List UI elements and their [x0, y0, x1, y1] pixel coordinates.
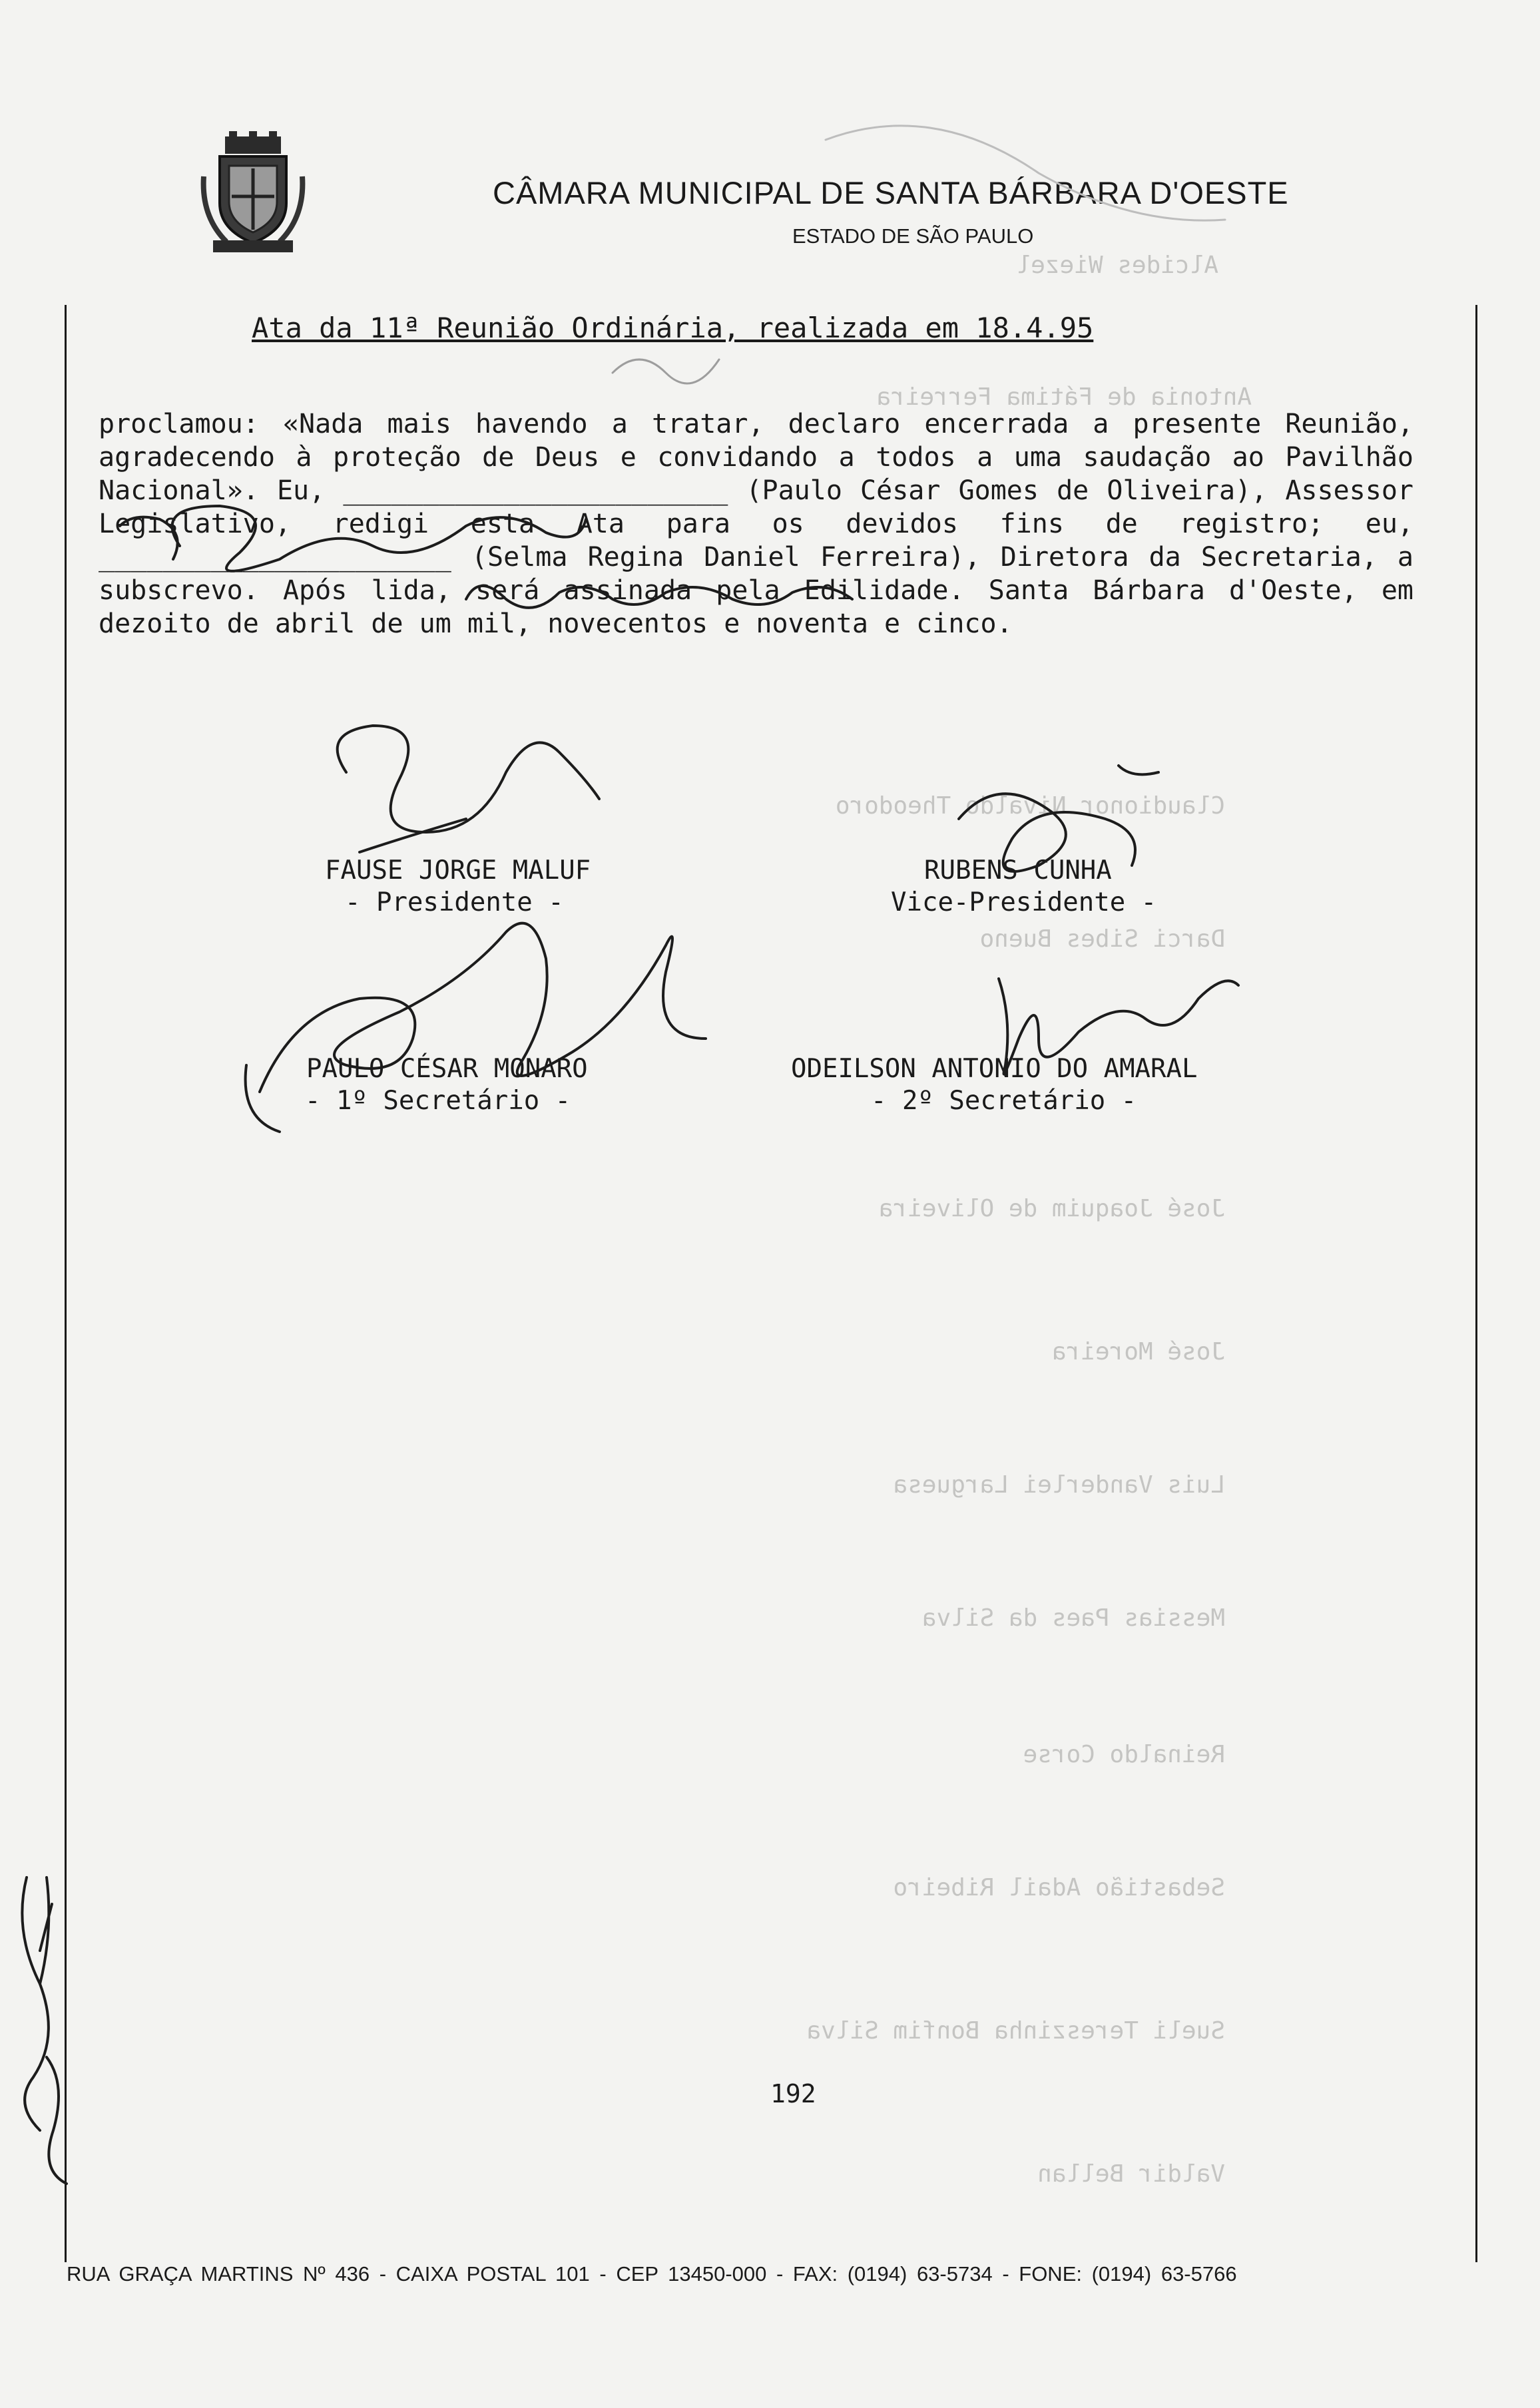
second-secretary-name: ODEILSON ANTONIO DO AMARAL	[791, 1054, 1198, 1084]
president-signature	[338, 726, 599, 832]
closing-paragraph: proclamou: «Nada mais havendo a tratar, declaro encerrada a presente Reunião, agradecendo à proteção de Deus e convidando a todos a uma saudação ao Pavilhão Nacional». Eu, ________________________ (Paulo César Gomes de Oliveira), Assessor Legislativo, redigi esta Ata para os devidos fins de registro; eu, ______________________ (Selma Regina Daniel Ferreira), Diretora da Secretaria, a subscrevo. Após lida, será assinada pela Edilidade. Santa Bárbara d'Oeste, em dezoito de abril de um mil, novecentos e noventa e cinco.	[99, 409, 1413, 639]
bleed-through-name: Alcides Wiezel	[1016, 252, 1218, 279]
bleed-through-name: José Moreira	[1051, 1338, 1225, 1365]
minutes-title: Ata da 11ª Reunião Ordinária, realizada em 18.4.95	[252, 312, 1094, 344]
bleed-through-name: Sueli Tereszinha Bonfim Silva	[806, 2017, 1225, 2045]
page-number: 192	[770, 2079, 816, 2108]
footer-address: RUA GRAÇA MARTINS Nº 436 - CAIXA POSTAL 101 - CEP 13450-000 - FAX: (0194) 63-5734 - FONE: (0194) 63-5766	[67, 2262, 1237, 2286]
second-secretary-role: - 2º Secretário -	[871, 1086, 1137, 1116]
bleed-through-name: Sebastião Adail Ribeiro	[893, 1874, 1225, 1901]
bleed-through-name: Valdir Bellan	[1037, 2160, 1225, 2188]
council-name: CÂMARA MUNICIPAL DE SANTA BÁRBARA D'OESTE	[493, 175, 1289, 210]
president-role: - Presidente -	[345, 887, 564, 917]
state-name: ESTADO DE SÃO PAULO	[792, 224, 1034, 248]
minutes-body	[99, 407, 1413, 640]
bleed-through-name: Messias Paes da Silva	[921, 1604, 1225, 1632]
right-margin-rule	[1475, 305, 1477, 2262]
bleed-through-name: Antonia de Fátima Ferreira	[876, 383, 1252, 411]
first-secretary-role: - 1º Secretário -	[305, 1086, 571, 1116]
vice-president-name: RUBENS CUNHA	[924, 855, 1112, 885]
president-name: FAUSE JORGE MALUF	[325, 855, 591, 885]
margin-signature	[22, 1877, 49, 2130]
municipal-coat-of-arms-icon	[200, 130, 306, 256]
vice-president-role: Vice-Presidente -	[891, 887, 1157, 917]
bleed-through-name: Luis Vanderlei Larguesa	[893, 1471, 1225, 1499]
bleed-through-name: Darci Sibes Bueno	[979, 925, 1225, 953]
first-secretary-name: PAULO CÉSAR MONARO	[306, 1054, 588, 1084]
bleed-through-name: José Joaquim de Oliveira	[878, 1195, 1225, 1222]
bleed-through-name: Reinaldo Corse	[1023, 1741, 1225, 1768]
bleed-through-name: Claudionor Nivaldo Theodoro	[835, 792, 1225, 820]
left-margin-rule	[65, 305, 67, 2262]
